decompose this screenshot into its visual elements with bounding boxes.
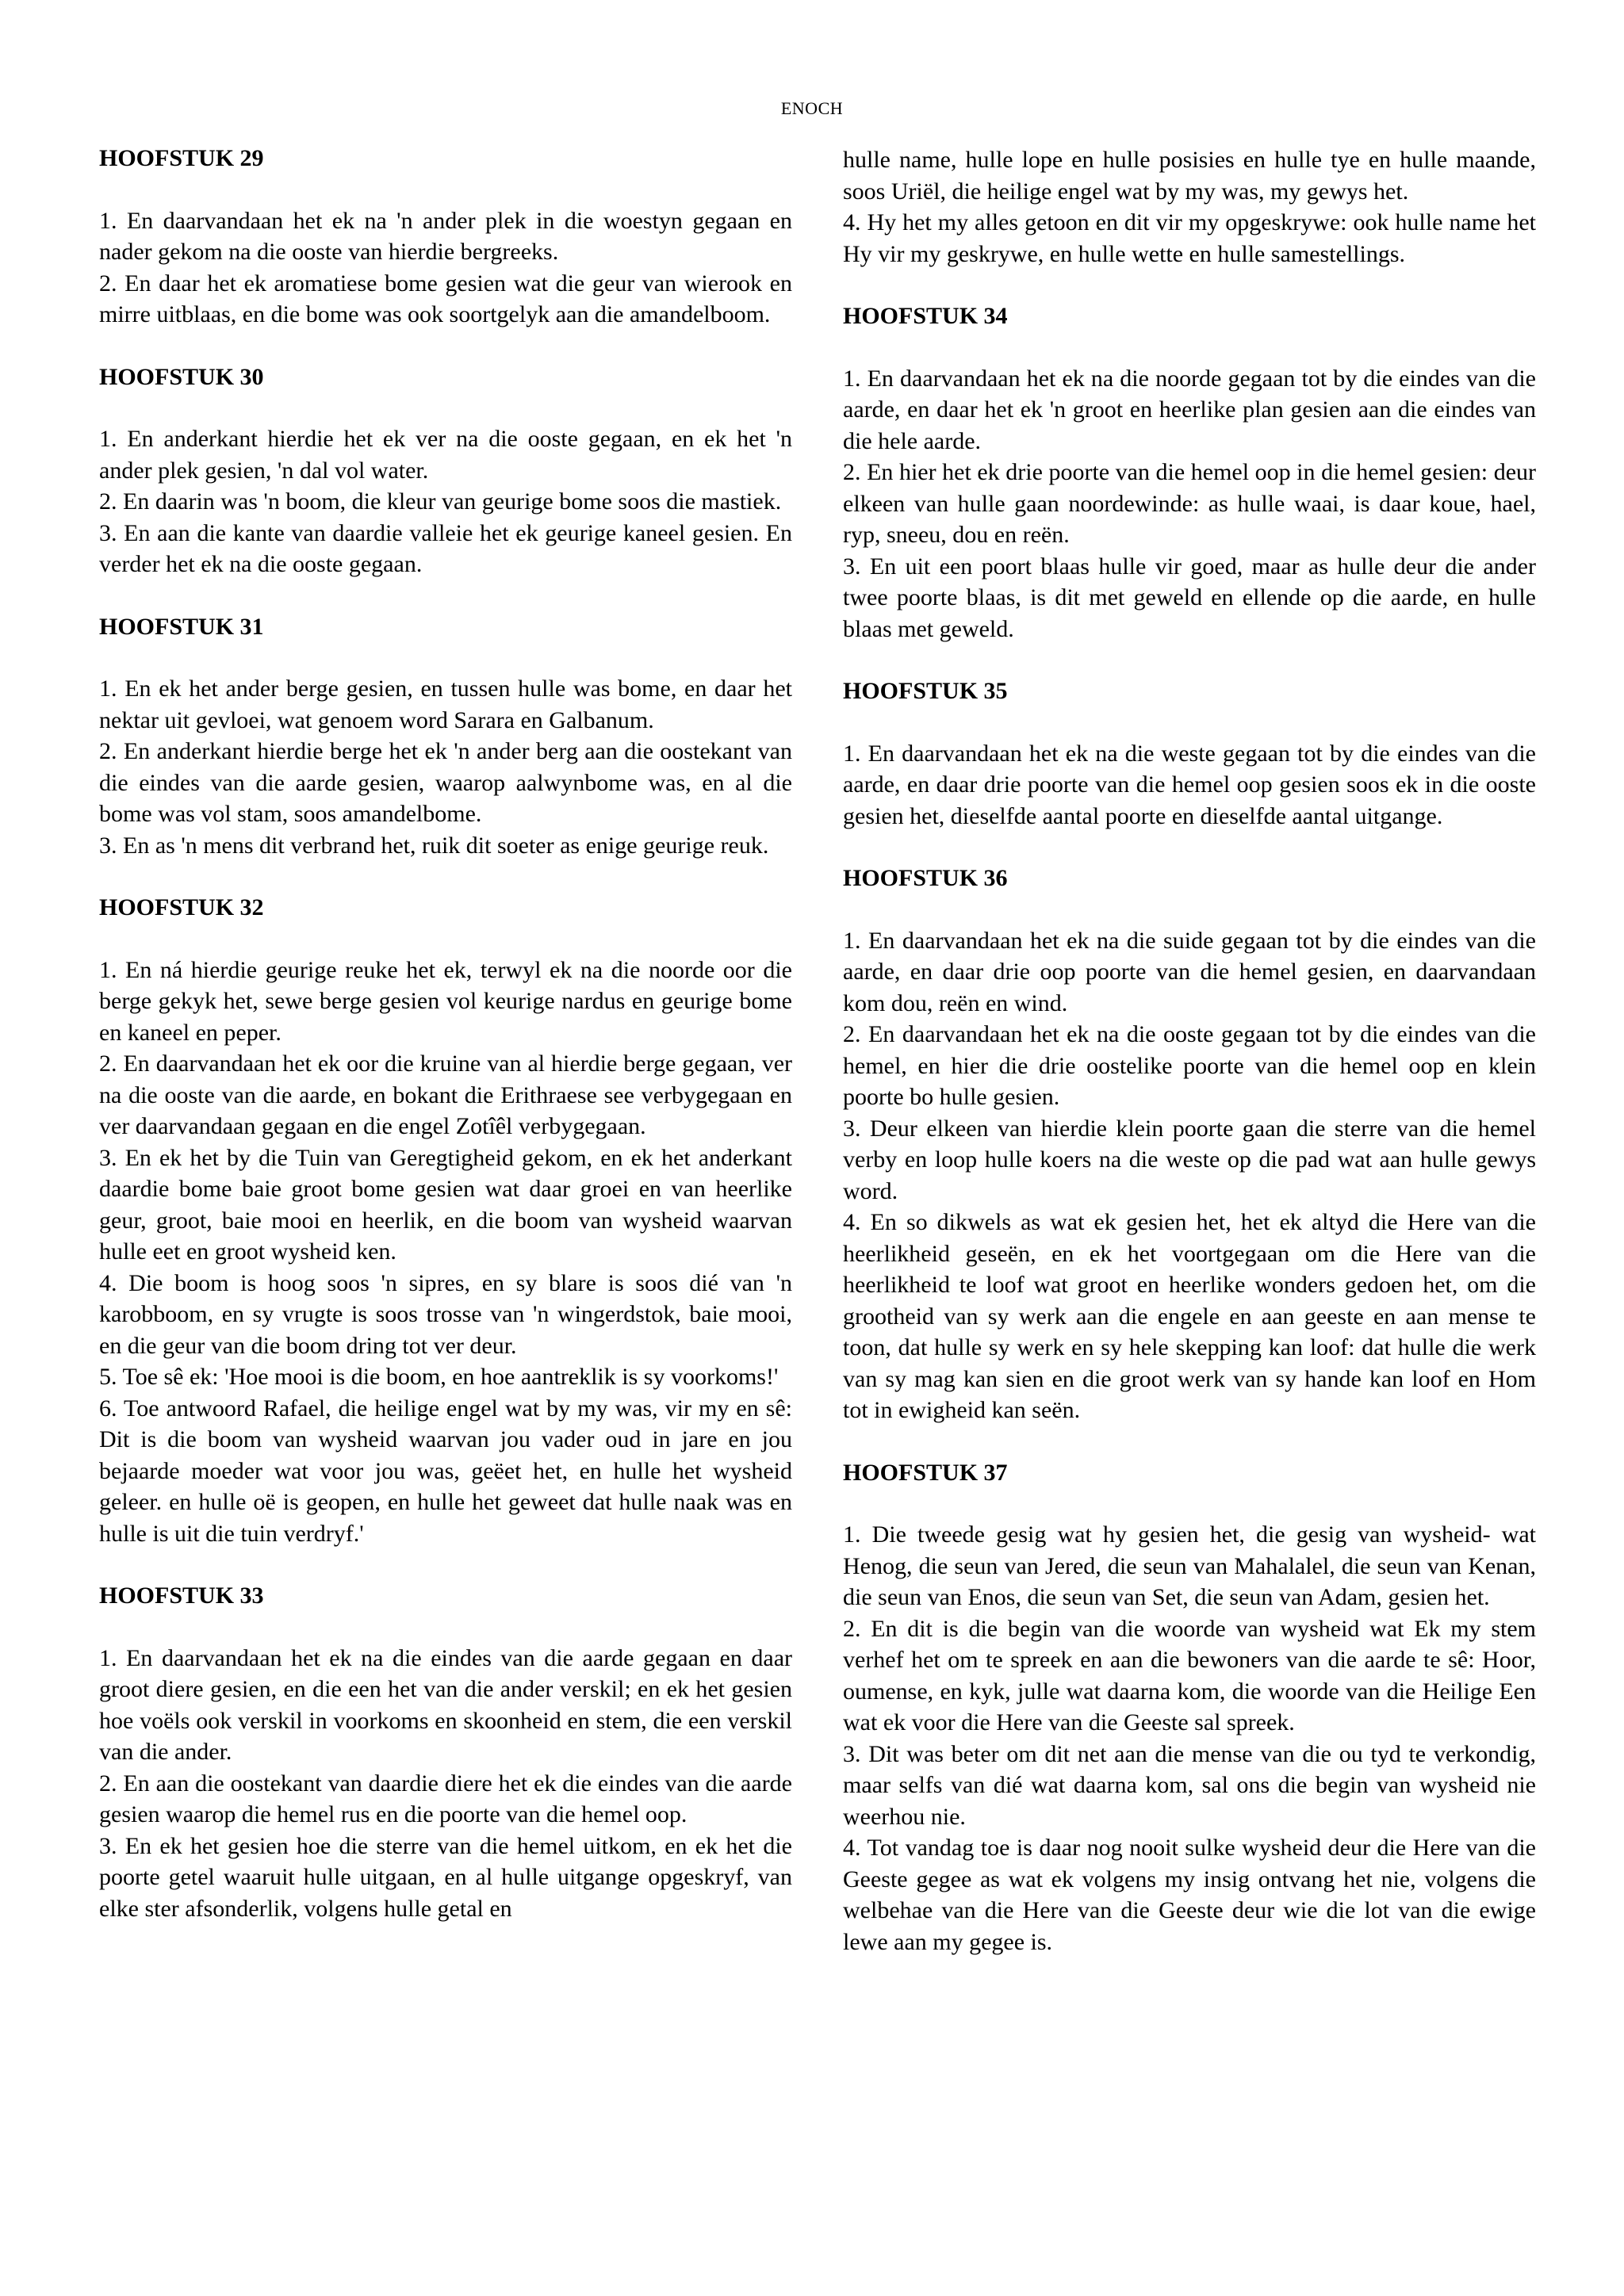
chapter-30: [99, 362, 792, 580]
running-header: ENOCH: [780, 98, 844, 118]
chapter-29: [99, 143, 792, 331]
verse: 2. En daarvandaan het ek oor die kruine van al hierdie berge gegaan, ver na die ooste van die aarde, en bokant die Erithraese see verbygegaan en ver daarvandaan gegaan en die engel Zotîêl verbygegaan.: [99, 1050, 792, 1139]
chapter-heading: HOOFSTUK 37: [843, 1459, 1008, 1486]
chapter-heading: HOOFSTUK 35: [843, 678, 1008, 704]
chapter-37: [843, 1457, 1536, 1958]
chapter-35: [843, 675, 1536, 832]
chapter-heading: HOOFSTUK 34: [843, 303, 1008, 329]
verse: 3. En ek het gesien hoe die sterre van die hemel uitkom, en ek het die poorte getel waaruit hulle uitgaan, en al hulle uitgange opgeskryf, van elke ster afsonderlik, volgens hulle getal en: [99, 1832, 792, 1922]
verse: 2. En daar het ek aromatiese bome gesien wat die geur van wierook en mirre uitblaas, en die bome was ook soortgelyk aan die amandelboom.: [99, 270, 792, 327]
verse: 4. Hy het my alles getoon en dit vir my opgeskrywe: ook hulle name het Hy vir my geskrywe, en hulle wette en hulle samestellings.: [843, 209, 1536, 267]
verse: 1. En daarvandaan het ek na 'n ander plek in die woestyn gegaan en nader gekom na die ooste van hierdie bergreeks.: [99, 207, 792, 265]
chapter-heading: HOOFSTUK 32: [99, 894, 264, 920]
chapter-heading: HOOFSTUK 29: [99, 145, 264, 171]
chapter-heading: HOOFSTUK 33: [99, 1582, 264, 1609]
verse: 3. En ek het by die Tuin van Geregtigheid gekom, en ek het anderkant daardie bome baie groot bome gesien wat daar groei en van heerlike geur, groot, baie mooi en heerlik, en die boom van wysheid waarvan hulle eet en groot wysheid ken.: [99, 1144, 792, 1265]
verse: 2. En anderkant hierdie berge het ek 'n ander berg aan die oostekant van die eindes van die aarde gesien, waarop aalwynbome was, en al die bome was vol stam, soos amandelbome.: [99, 738, 792, 827]
verse: 2. En hier het ek drie poorte van die hemel oop in die hemel gesien: deur elkeen van hulle gaan noordewinde: as hulle waai, is daar koue, hael, ryp, sneeu, dou en reën.: [843, 459, 1536, 548]
chapter-33: [99, 1580, 792, 1924]
verse: 4. En so dikwels as wat ek gesien het, het ek altyd die Here van die heerlikheid geseën, en ek het voortgegaan om die Here van die heerlikheid te loof wat groot en heerlike wonders gedoen het, om die grootheid van sy werk aan die engele en aan geeste en aan mense te toon, dat hulle sy werk en sy hele skepping kan loof: dat hulle die werk van sy mag kan sien en die groot werk van sy hande kan loof en Hom tot in ewigheid kan seën.: [843, 1209, 1536, 1423]
chapter-31: [99, 611, 792, 862]
verse: 3. En aan die kante van daardie valleie het ek geurige kaneel gesien. En verder het ek na die ooste gegaan.: [99, 519, 792, 577]
chapter-heading: HOOFSTUK 31: [99, 613, 264, 640]
verse: 1. En daarvandaan het ek na die suide gegaan tot by die eindes van die aarde, en daar drie oop poorte van die hemel gesien, en daarvandaan kom dou, reën en wind.: [843, 927, 1536, 1016]
verse: 2. En dit is die begin van die woorde van wysheid wat Ek my stem verhef het om te spreek en aan die bewoners van die aarde te sê: Hoor, oumense, en kyk, julle wat daarna kom, die woorde van die Heilige Een wat ek voor die Here van die Geeste sal spreek.: [843, 1615, 1536, 1735]
verse: 1. En ek het ander berge gesien, en tussen hulle was bome, en daar het nektar uit gevloei, wat genoem word Sarara en Galbanum.: [99, 675, 792, 733]
verse: 1. En ná hierdie geurige reuke het ek, terwyl ek na die noorde oor die berge gekyk het, sewe berge gesien vol keurige nardus en geurige bome en kaneel en peper.: [99, 956, 792, 1046]
left-column: [99, 143, 792, 1924]
verse: 5. Toe sê ek: 'Hoe mooi is die boom, en hoe aantreklik is sy voorkoms!': [99, 1364, 779, 1390]
chapter-34: [843, 300, 1536, 645]
verse: 3. Deur elkeen van hierdie klein poorte gaan die sterre van die hemel verby en loop hulle koers na die weste op die pad wat aan hulle gewys word.: [843, 1115, 1536, 1204]
right-column: [843, 144, 1536, 1957]
verse: 3. En as 'n mens dit verbrand het, ruik dit soeter as enige geurige reuk.: [99, 832, 769, 859]
chapter-33-continuation: [843, 144, 1536, 270]
chapter-heading: HOOFSTUK 36: [843, 865, 1008, 891]
verse: 2. En daarvandaan het ek na die ooste gegaan tot by die eindes van die hemel, en hier die drie oostelike poorte van die hemel oop en klein poorte bo hulle gesien.: [843, 1021, 1536, 1110]
verse: 4. Tot vandag toe is daar nog nooit sulke wysheid deur die Here van die Geeste gegee as wat ek volgens my insig ontvang het nie, volgens die welbehae van die Here van die Geeste deur wie die lot van die ewige lewe aan my gegee is.: [843, 1835, 1536, 1955]
verse: 2. En daarin was 'n boom, die kleur van geurige bome soos die mastiek.: [99, 488, 782, 515]
verse: 1. En daarvandaan het ek na die weste gegaan tot by die eindes van die aarde, en daar drie poorte van die hemel oop gesien soos ek in die ooste gesien het, dieselfde aantal poorte en dieselfde aantal uitgange.: [843, 740, 1536, 829]
verse-continuation: hulle name, hulle lope en hulle posisies en hulle tye en hulle maande, soos Uriël, die heilige engel wat by my was, my gewys het.: [843, 147, 1536, 205]
verse: 6. Toe antwoord Rafael, die heilige engel wat by my was, vir my en sê: Dit is die boom van wysheid waarvan jou vader oud in jare en jou bejaarde moeder wat voor jou was, geëet het, en hulle het wysheid geleer. en hulle oë is geopen, en hulle het geweet dat hulle naak was en hulle is uit die tuin verdryf.': [99, 1395, 792, 1547]
verse: 1. En anderkant hierdie het ek ver na die ooste gegaan, en ek het 'n ander plek gesien, 'n dal vol water.: [99, 426, 792, 484]
verse: 1. En daarvandaan het ek na die eindes van die aarde gegaan en daar groot diere gesien, en die een het van die ander verskil; en ek het gesien hoe voëls ook verskil in voorkoms en skoonheid en stem, die een verskil van die ander.: [99, 1644, 792, 1765]
verse: 3. Dit was beter om dit net aan die mense van die ou tyd te verkondig, maar selfs van dié wat daarna kom, sal ons die begin van wysheid nie weerhou nie.: [843, 1740, 1536, 1830]
verse: 4. Die boom is hoog soos 'n sipres, en sy blare is soos dié van 'n karobboom, en sy vrugte is soos trosse van 'n wingerdstok, baie mooi, en die geur van die boom dring tot ver deur.: [99, 1269, 792, 1359]
chapter-heading: HOOFSTUK 30: [99, 363, 264, 390]
verse: 3. En uit een poort blaas hulle vir goed, maar as hulle deur die ander twee poorte blaas, is dit met geweld en ellende op die aarde, en hulle blaas met geweld.: [843, 553, 1536, 642]
verse: 2. En aan die oostekant van daardie diere het ek die eindes van die aarde gesien waarop die hemel rus en die poorte van die hemel oop.: [99, 1770, 792, 1827]
verse: 1. Die tweede gesig wat hy gesien het, die gesig van wysheid- wat Henog, die seun van Jered, die seun van Mahalalel, die seun van Kenan, die seun van Enos, die seun van Set, die seun van Adam, gesien het.: [843, 1521, 1536, 1610]
verse: 1. En daarvandaan het ek na die noorde gegaan tot by die eindes van die aarde, en daar het ek 'n groot en heerlike plan gesien aan die eindes van die hele aarde.: [843, 365, 1536, 454]
chapter-36: [843, 863, 1536, 1426]
chapter-32: [99, 892, 792, 1549]
